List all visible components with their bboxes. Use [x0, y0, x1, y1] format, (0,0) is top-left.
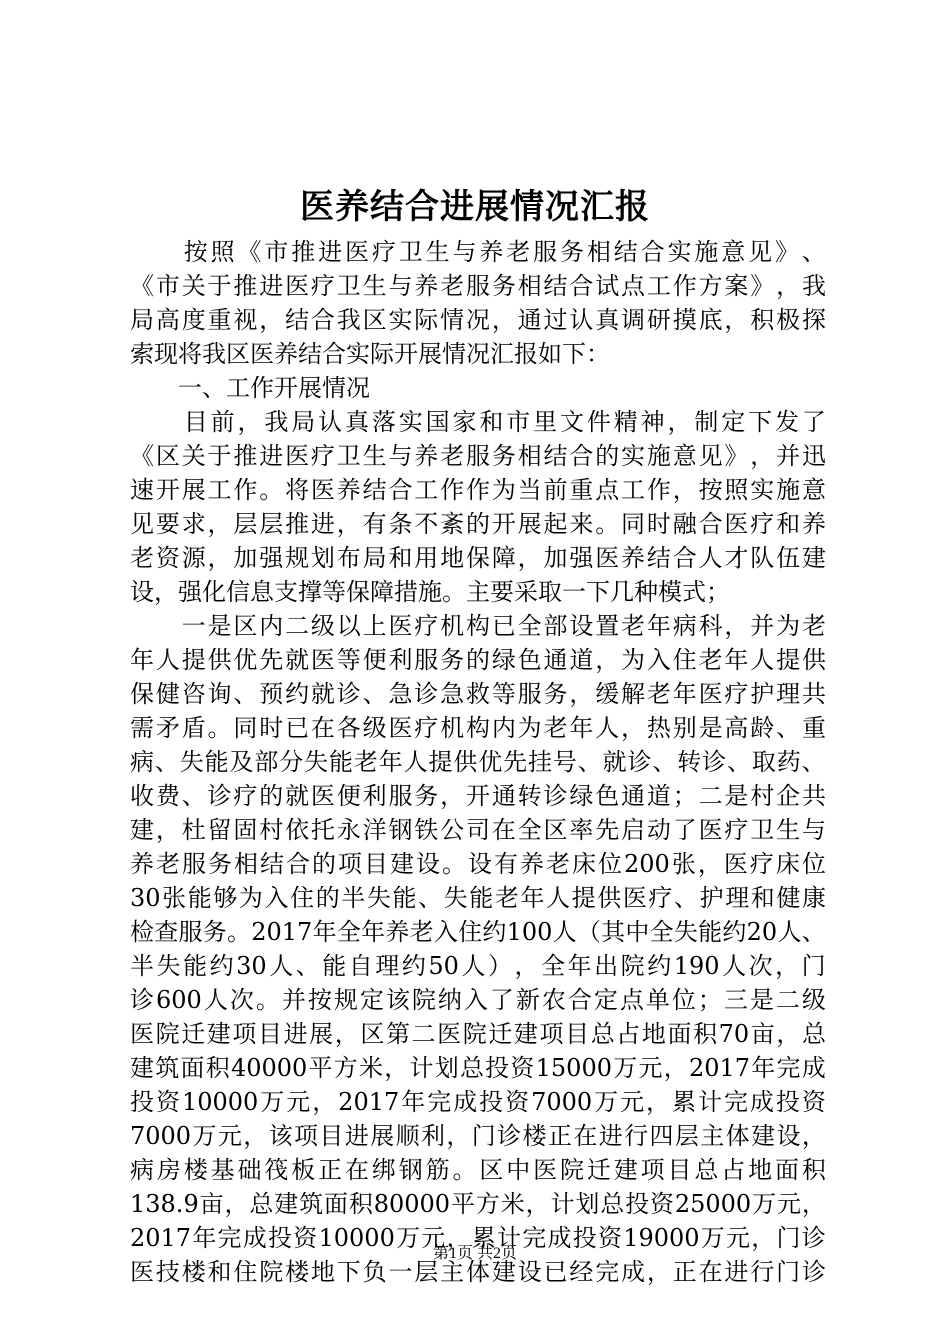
body-line: 2017 年 完 成 投 资 10000 万 元 ， 累 计 完 成 投 资 19000 万 元 ， 门 诊	[130, 1224, 826, 1252]
document-body	[130, 235, 826, 1289]
body-line: 《 市 关 于 推 进 医 疗 卫 生 与 养 老 服 务 相 结 合 试 点 工 作 方 案 》 ， 我	[130, 272, 826, 300]
body-line: 养 老 服 务 相 结 合 的 项 目 建 设 。 设 有 养 老 床 位 200 张 ， 医 疗 床 位	[130, 850, 826, 878]
body-line: 速 开 展 工 作 。 将 医 养 结 合 工 作 作 为 当 前 重 点 工 作 ， 按 照 实 施 意	[130, 476, 826, 504]
body-line: 半 失 能 约 30 人 、 能 自 理 约 50 人 ） ， 全 年 出 院 约 190 人 次 ， 门	[130, 952, 826, 980]
body-line: 索现将我区医养结合实际开展情况汇报如下：	[130, 340, 610, 368]
body-line: 设，强化信息支撑等保障措施。主要采取一下几种模式；	[130, 578, 730, 606]
body-line: 7000 万 元 ， 该 项 目 进 展 顺 利 ， 门 诊 楼 正 在 进 行 四 层 主 体 建 设 ，	[130, 1122, 826, 1150]
body-line: 建 筑 面 积 40000 平 方 米 ， 计 划 总 投 资 15000 万 元 ， 2017 年 完 成	[130, 1054, 826, 1082]
body-line: 投 资 10000 万 元 ， 2017 年 完 成 投 资 7000 万 元 ， 累 计 完 成 投 资	[130, 1088, 826, 1116]
body-line: 收 费 、 诊 疗 的 就 医 便 利 服 务 ， 开 通 转 诊 绿 色 通 道 ； 二 是 村 企 共	[130, 782, 826, 810]
body-line: 检 查 服 务 。 2017 年 全 年 养 老 入 住 约 100 人 （ 其 中 全 失 能 约 20 人 、	[130, 918, 826, 946]
body-line: 目 前 ， 我 局 认 真 落 实 国 家 和 市 里 文 件 精 神 ， 制 定 下 发 了	[183, 408, 826, 436]
body-line: 按 照 《 市 推 进 医 疗 卫 生 与 养 老 服 务 相 结 合 实 施 意 见 》 、	[183, 238, 826, 266]
document-title: 医养结合进展情况汇报	[300, 187, 650, 227]
page-footer: 第1页 共2页	[432, 1245, 517, 1262]
body-line: 《 区 关 于 推 进 医 疗 卫 生 与 养 老 服 务 相 结 合 的 实 施 意 见 》 ， 并 迅	[130, 442, 826, 470]
body-line: 医 技 楼 和 住 院 楼 地 下 负 一 层 主 体 建 设 已 经 完 成 ， 正 在 进 行 门 诊	[130, 1258, 826, 1286]
body-line: 需 矛 盾 。 同 时 已 在 各 级 医 疗 机 构 内 为 老 年 人 ， 热 别 是 高 龄 、 重	[130, 714, 826, 742]
body-line: 老 资 源 ， 加 强 规 划 布 局 和 用 地 保 障 ， 加 强 医 养 结 合 人 才 队 伍 建	[130, 544, 826, 572]
body-line: 138.9 亩 ， 总 建 筑 面 积 80000 平 方 米 ， 计 划 总 投 资 25000 万 元 ，	[130, 1190, 826, 1218]
body-line: 一 是 区 内 二 级 以 上 医 疗 机 构 已 全 部 设 置 老 年 病 科 ， 并 为 老	[181, 612, 826, 640]
body-line: 病 、 失 能 及 部 分 失 能 老 年 人 提 供 优 先 挂 号 、 就 诊 、 转 诊 、 取 药 、	[130, 748, 826, 776]
body-line: 医 院 迁 建 项 目 进 展 ， 区 第 二 医 院 迁 建 项 目 总 占 地 面 积 70 亩 ， 总	[130, 1020, 826, 1048]
body-line: 病 房 楼 基 础 筏 板 正 在 绑 钢 筋 。 区 中 医 院 迁 建 项 目 总 占 地 面 积	[130, 1156, 826, 1184]
body-line: 建 ， 杜 留 固 村 依 托 永 洋 钢 铁 公 司 在 全 区 率 先 启 动 了 医 疗 卫 生 与	[130, 816, 826, 844]
body-line: 见 要 求 ， 层 层 推 进 ， 有 条 不 紊 的 开 展 起 来 。 同 时 融 合 医 疗 和 养	[130, 510, 826, 538]
body-line: 年 人 提 供 优 先 就 医 等 便 利 服 务 的 绿 色 通 道 ， 为 入 住 老 年 人 提 供	[130, 646, 826, 674]
body-line: 局 高 度 重 视 ， 结 合 我 区 实 际 情 况 ， 通 过 认 真 调 研 摸 底 ， 积 极 探	[130, 306, 826, 334]
body-line: 保 健 咨 询 、 预 约 就 诊 、 急 诊 急 救 等 服 务 ， 缓 解 老 年 医 疗 护 理 共	[130, 680, 826, 708]
body-line: 一、工作开展情况	[130, 374, 370, 402]
body-line: 诊 600 人 次 。 并 按 规 定 该 院 纳 入 了 新 农 合 定 点 单 位 ； 三 是 二 级	[130, 986, 826, 1014]
body-line: 30 张 能 够 为 入 住 的 半 失 能 、 失 能 老 年 人 提 供 医 疗 、 护 理 和 健 康	[130, 884, 826, 912]
